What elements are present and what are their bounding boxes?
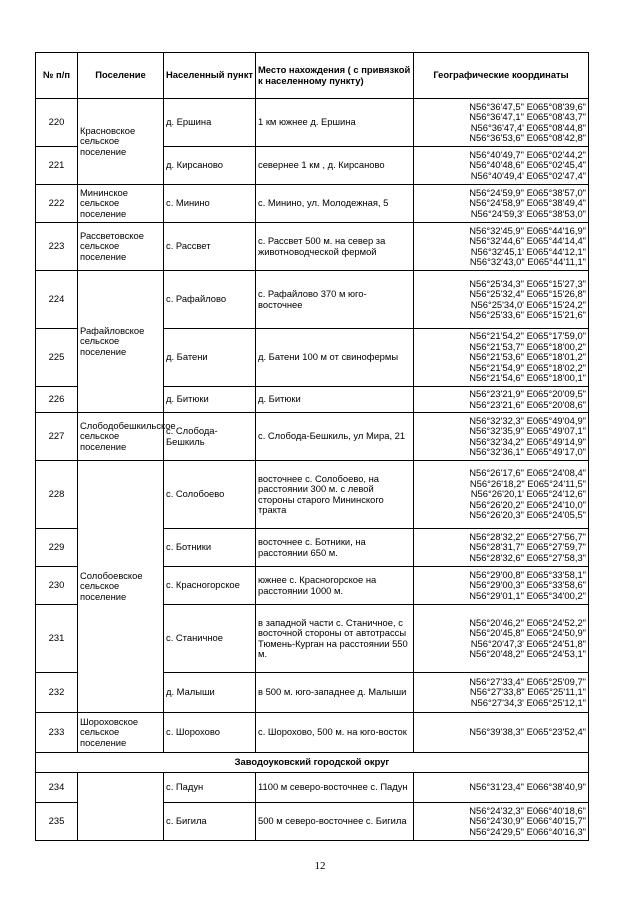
settlement-cell: Рафайловское сельское поселение xyxy=(78,271,164,413)
header-num: № п/п xyxy=(36,53,78,99)
coords-cell: N56°29'00,8" E065°33'58,1" N56°29'00,3" E065°33'58,6" N56°29'01,1" E065°34'00,2" xyxy=(414,567,589,605)
row-num: 226 xyxy=(36,387,78,413)
place-cell: д. Кирсаново xyxy=(164,147,256,185)
location-cell: с. Слобода-Бешкиль, ул Мира, 21 xyxy=(256,413,414,461)
location-cell: в 500 м. юго-западнее д. Малыши xyxy=(256,673,414,713)
page-number: 12 xyxy=(314,860,326,872)
row-num: 230 xyxy=(36,567,78,605)
place-cell: с. Бигила xyxy=(164,803,256,841)
row-num: 233 xyxy=(36,713,78,753)
place-cell: с. Рафайлово xyxy=(164,271,256,329)
coords-cell: N56°20'46,2" E065°24'52,2" N56°20'45,8" E065°24'50,9" N56°20'47,3' E065°24'51,8" N56°20'48,2" E065°24'53,1" xyxy=(414,605,589,673)
place-cell: с. Красногорское xyxy=(164,567,256,605)
coords-cell: N56°27'33,4" E065°25'09,7" N56°27'33,8" E065°25'11,1" N56°27'34,3' E065°25'12,1" xyxy=(414,673,589,713)
location-cell: южнее с. Красногорское на расстоянии 1000 м. xyxy=(256,567,414,605)
location-cell: с. Шорохово, 500 м. на юго-восток xyxy=(256,713,414,753)
location-cell: д. Битюки xyxy=(256,387,414,413)
place-cell: с. Станичное xyxy=(164,605,256,673)
section-row xyxy=(36,753,589,773)
coords-cell: N56°39'38,3" E065°23'52,4" xyxy=(414,713,589,753)
row-num: 231 xyxy=(36,605,78,673)
table-row xyxy=(36,713,589,753)
settlement-cell xyxy=(78,773,164,841)
coords-cell: N56°24'59,9" E065°38'57,0" N56°24'58,9" E065°38'49,4" N56°24'59,3' E065°38'53,0" xyxy=(414,185,589,223)
location-cell: восточнее с. Солобоево, на расстоянии 300 м. с левой стороны старого Мининского тракта xyxy=(256,461,414,529)
table-row xyxy=(36,413,589,461)
table-row xyxy=(36,185,589,223)
section-title: Заводоуковский городской округ xyxy=(36,753,589,773)
place-cell: д. Ершина xyxy=(164,99,256,147)
location-cell: в западной части с. Станичное, с восточной стороны от автотрассы Тюмень-Курган на расстоянии 550 м. xyxy=(256,605,414,673)
header-row xyxy=(36,53,589,99)
location-cell: 500 м северо-восточнее с. Бигила xyxy=(256,803,414,841)
place-cell: с. Падун xyxy=(164,773,256,803)
place-cell: с. Минино xyxy=(164,185,256,223)
settlement-cell: Слободобешкильское сельское поселение xyxy=(78,413,164,461)
table-row xyxy=(36,773,589,803)
place-cell: д. Батени xyxy=(164,329,256,387)
header-place: Населенный пункт xyxy=(164,53,256,99)
settlement-cell: Красновское сельское поселение xyxy=(78,99,164,185)
place-cell: с. Солобоево xyxy=(164,461,256,529)
header-location: Место нахождения ( с привязкой к населенному пункту) xyxy=(256,53,414,99)
settlement-cell: Рассветовское сельское поселение xyxy=(78,223,164,271)
table-row xyxy=(36,99,589,147)
coords-cell: N56°40'49,7" E065°02'44,2" N56°40'48,6" E065°02'45,4" N56°40'49,4' E065°02'47,4" xyxy=(414,147,589,185)
coords-cell: N56°26'17,6" E065°24'08,4" N56°26'18,2" E065°24'11,5" N56°26'20,1' E065°24'12,6" N56°26'20,2" E065°24'10,0" N56°26'20,3" E065°24'05,5" xyxy=(414,461,589,529)
coords-cell: N56°28'32,2" E065°27'56,7" N56°28'31,7" E065°27'59,7" N56°28'32,6" E065°27'58,3" xyxy=(414,529,589,567)
location-cell: с. Минино, ул. Молодежная, 5 xyxy=(256,185,414,223)
row-num: 228 xyxy=(36,461,78,529)
row-num: 221 xyxy=(36,147,78,185)
row-num: 227 xyxy=(36,413,78,461)
table-row xyxy=(36,223,589,271)
location-cell: с. Рассвет 500 м. на север за животноводческой фермой xyxy=(256,223,414,271)
row-num: 222 xyxy=(36,185,78,223)
location-cell: д. Батени 100 м от свинофермы xyxy=(256,329,414,387)
settlement-cell: Мининское сельское поселение xyxy=(78,185,164,223)
place-cell: с. Шорохово xyxy=(164,713,256,753)
coords-cell: N56°21'54,2" E065°17'59,0" N56°21'53,7" E065°18'00,2" N56°21'53,6" E065°18'01,2" N56°21'54,9" E065°18'02,2" N56°21'54,6" E065°18'00,1" xyxy=(414,329,589,387)
place-cell: с. Ботники xyxy=(164,529,256,567)
coords-cell: N56°23'21,9" E065°20'09,5" N56°23'21,6" E065°20'08,6" xyxy=(414,387,589,413)
coords-cell: N56°32'32,3" E065°49'04,9" N56°32'35,9" E065°49'07,1" N56°32'34,2" E065°49'14,9" N56°32'36,1" E065°49'17,0" xyxy=(414,413,589,461)
settlement-cell: Шороховское сельское поселение xyxy=(78,713,164,753)
row-num: 235 xyxy=(36,803,78,841)
location-cell: 1100 м северо-восточнее с. Падун xyxy=(256,773,414,803)
row-num: 225 xyxy=(36,329,78,387)
location-cell: восточнее с. Ботники, на расстоянии 650 м. xyxy=(256,529,414,567)
coordinates-table xyxy=(35,52,589,841)
coords-cell: N56°32'45,9" E065°44'16,9" N56°32'44,6" E065°44'14,4" N56°32'45,1' E065°44'12,1" N56°32'43,0" E065°44'11,1" xyxy=(414,223,589,271)
place-cell: д. Малыши xyxy=(164,673,256,713)
row-num: 234 xyxy=(36,773,78,803)
location-cell: севернее 1 км , д. Кирсаново xyxy=(256,147,414,185)
table-row xyxy=(36,461,589,529)
row-num: 229 xyxy=(36,529,78,567)
coords-cell: N56°25'34,3" E065°15'27,3" N56°25'32,4" E065°15'26,8" N56°25'34,0' E065°15'24,2" N56°25'33,6" E065°15'21,6" xyxy=(414,271,589,329)
row-num: 224 xyxy=(36,271,78,329)
place-cell: д. Битюки xyxy=(164,387,256,413)
row-num: 232 xyxy=(36,673,78,713)
table-row xyxy=(36,271,589,329)
settlement-cell: Солобоевское сельское поселение xyxy=(78,461,164,713)
location-cell: 1 км южнее д. Ершина xyxy=(256,99,414,147)
place-cell: с. Слобода-Бешкиль xyxy=(164,413,256,461)
coords-cell: N56°31'23,4" E066°38'40,9" xyxy=(414,773,589,803)
row-num: 223 xyxy=(36,223,78,271)
coords-cell: N56°36'47,5" E065°08'39,6" N56°36'47,1" E065°08'43,7" N56°36'47,4' E065°08'44,8" N56°36'53,6" E065°08'42,8" xyxy=(414,99,589,147)
header-settlement: Поселение xyxy=(78,53,164,99)
row-num: 220 xyxy=(36,99,78,147)
place-cell: с. Рассвет xyxy=(164,223,256,271)
coords-cell: N56°24'32,3" E066°40'18,6" N56°24'30,9" E066°40'15,7" N56°24'29,5" E066°40'16,3" xyxy=(414,803,589,841)
header-coords: Географические координаты xyxy=(414,53,589,99)
location-cell: с. Рафайлово 370 м юго-восточнее xyxy=(256,271,414,329)
